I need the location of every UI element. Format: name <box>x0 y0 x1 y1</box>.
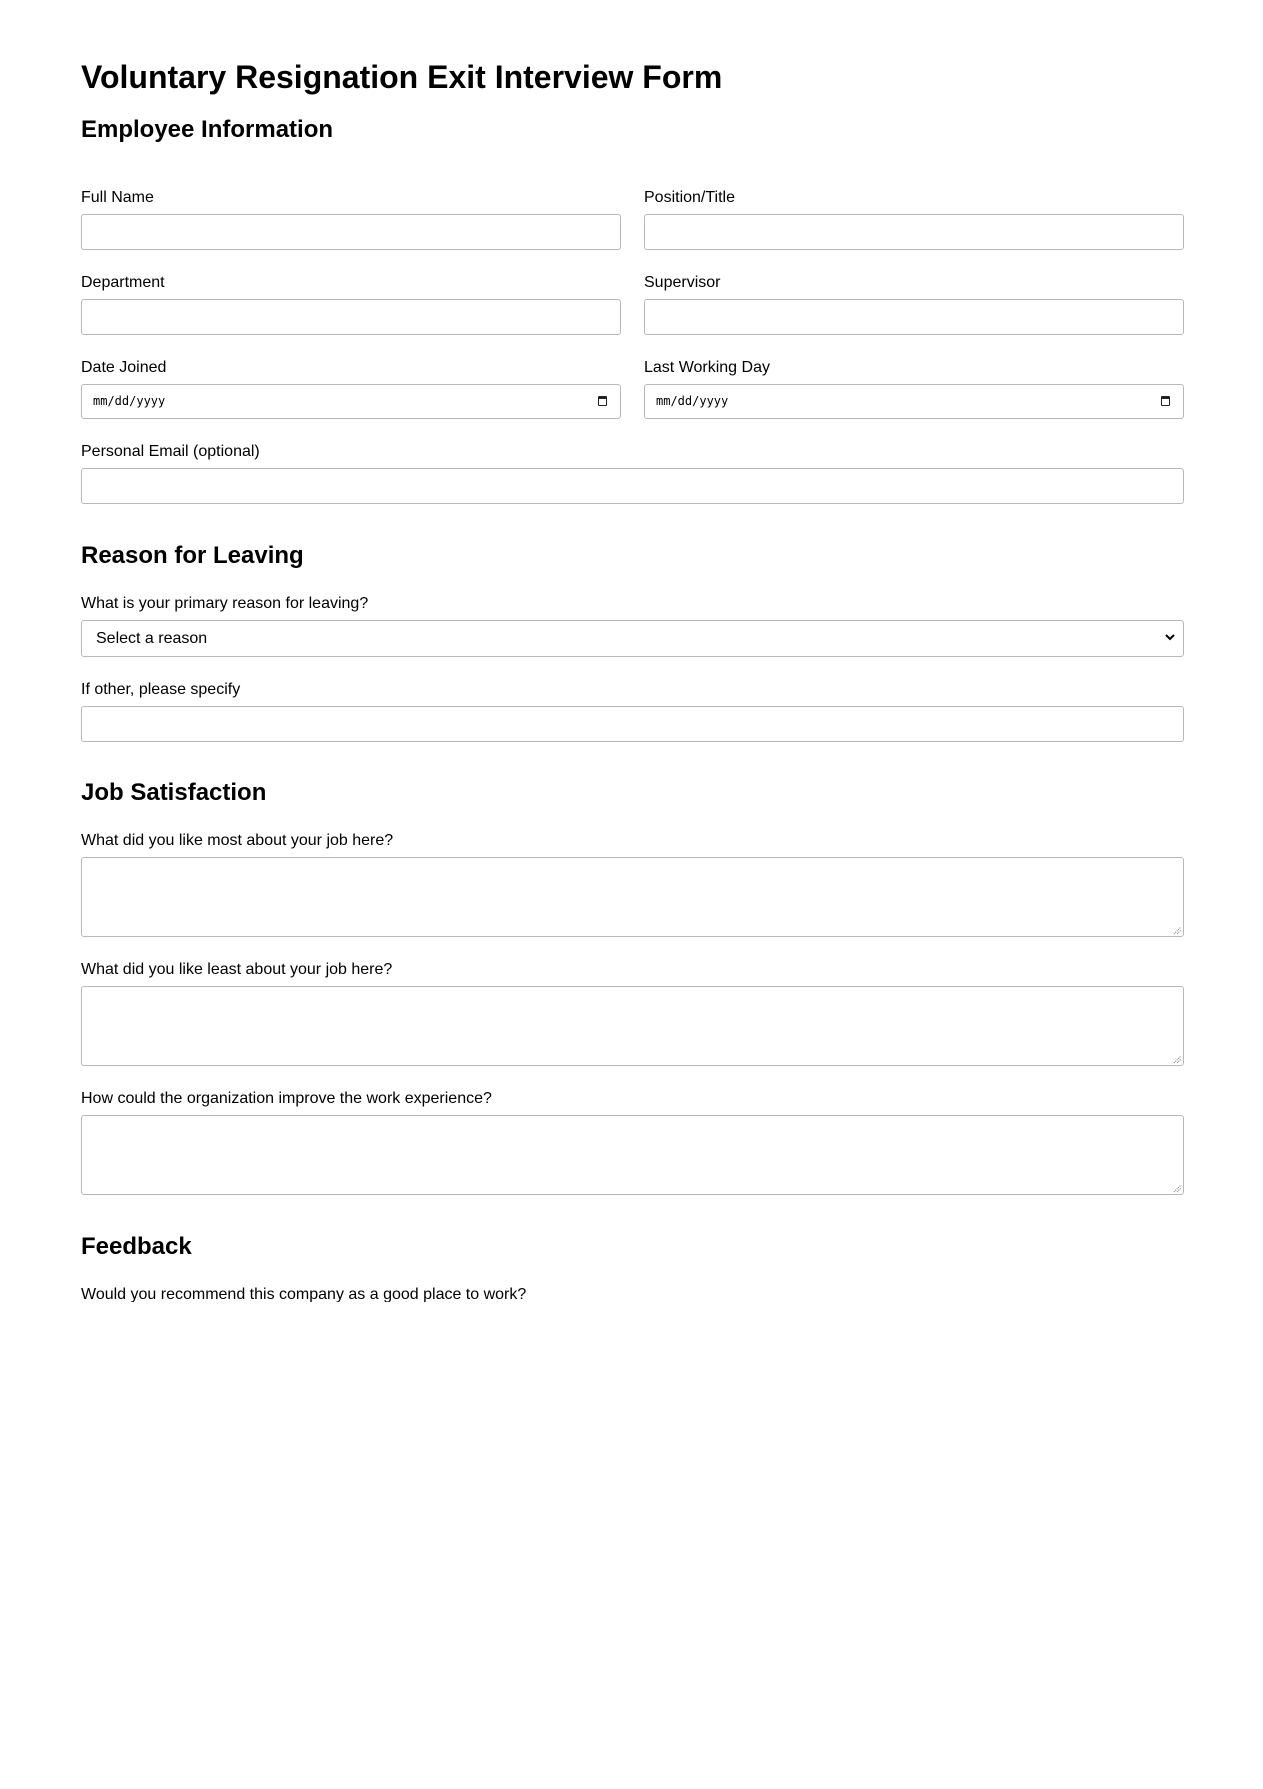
calendar-icon[interactable] <box>1161 396 1170 406</box>
improve-textarea[interactable] <box>81 1115 1184 1195</box>
personal-email-input[interactable] <box>81 468 1184 504</box>
full-name-input[interactable] <box>81 214 621 250</box>
other-reason-input[interactable] <box>81 706 1184 742</box>
recommend-label: Would you recommend this company as a good place to work? <box>81 1286 527 1302</box>
section-heading-feedback: Feedback <box>81 1233 192 1260</box>
position-title-label: Position/Title <box>644 189 735 206</box>
supervisor-label: Supervisor <box>644 274 721 291</box>
section-heading-reason-for-leaving: Reason for Leaving <box>81 542 304 569</box>
date-joined-input[interactable] <box>81 384 621 419</box>
primary-reason-selected: Select a reason <box>96 630 208 647</box>
resize-grip-icon[interactable] <box>1173 1055 1182 1064</box>
date-joined-label: Date Joined <box>81 359 167 376</box>
calendar-icon[interactable] <box>598 396 607 406</box>
department-input[interactable] <box>81 299 621 335</box>
resize-grip-icon[interactable] <box>1173 926 1182 935</box>
primary-reason-label: What is your primary reason for leaving? <box>81 595 369 612</box>
last-working-day-placeholder: mm/dd/yyyy <box>656 394 729 408</box>
full-name-label: Full Name <box>81 189 154 206</box>
personal-email-label: Personal Email (optional) <box>81 443 260 460</box>
primary-reason-select[interactable] <box>81 620 1184 657</box>
liked-least-textarea[interactable] <box>81 986 1184 1066</box>
other-reason-label: If other, please specify <box>81 681 241 698</box>
page-title: Voluntary Resignation Exit Interview Form <box>81 59 723 95</box>
section-heading-job-satisfaction: Job Satisfaction <box>81 779 267 806</box>
section-heading-employee-information: Employee Information <box>81 116 334 143</box>
last-working-day-input[interactable] <box>644 384 1184 419</box>
department-label: Department <box>81 274 165 291</box>
liked-most-textarea[interactable] <box>81 857 1184 937</box>
liked-most-label: What did you like most about your job here? <box>81 832 394 849</box>
improve-label: How could the organization improve the work experience? <box>81 1090 492 1107</box>
last-working-day-label: Last Working Day <box>644 359 770 376</box>
supervisor-input[interactable] <box>644 299 1184 335</box>
position-title-input[interactable] <box>644 214 1184 250</box>
chevron-down-icon <box>1165 633 1175 641</box>
resize-grip-icon[interactable] <box>1173 1184 1182 1193</box>
liked-least-label: What did you like least about your job here? <box>81 961 393 978</box>
date-joined-placeholder: mm/dd/yyyy <box>93 394 166 408</box>
